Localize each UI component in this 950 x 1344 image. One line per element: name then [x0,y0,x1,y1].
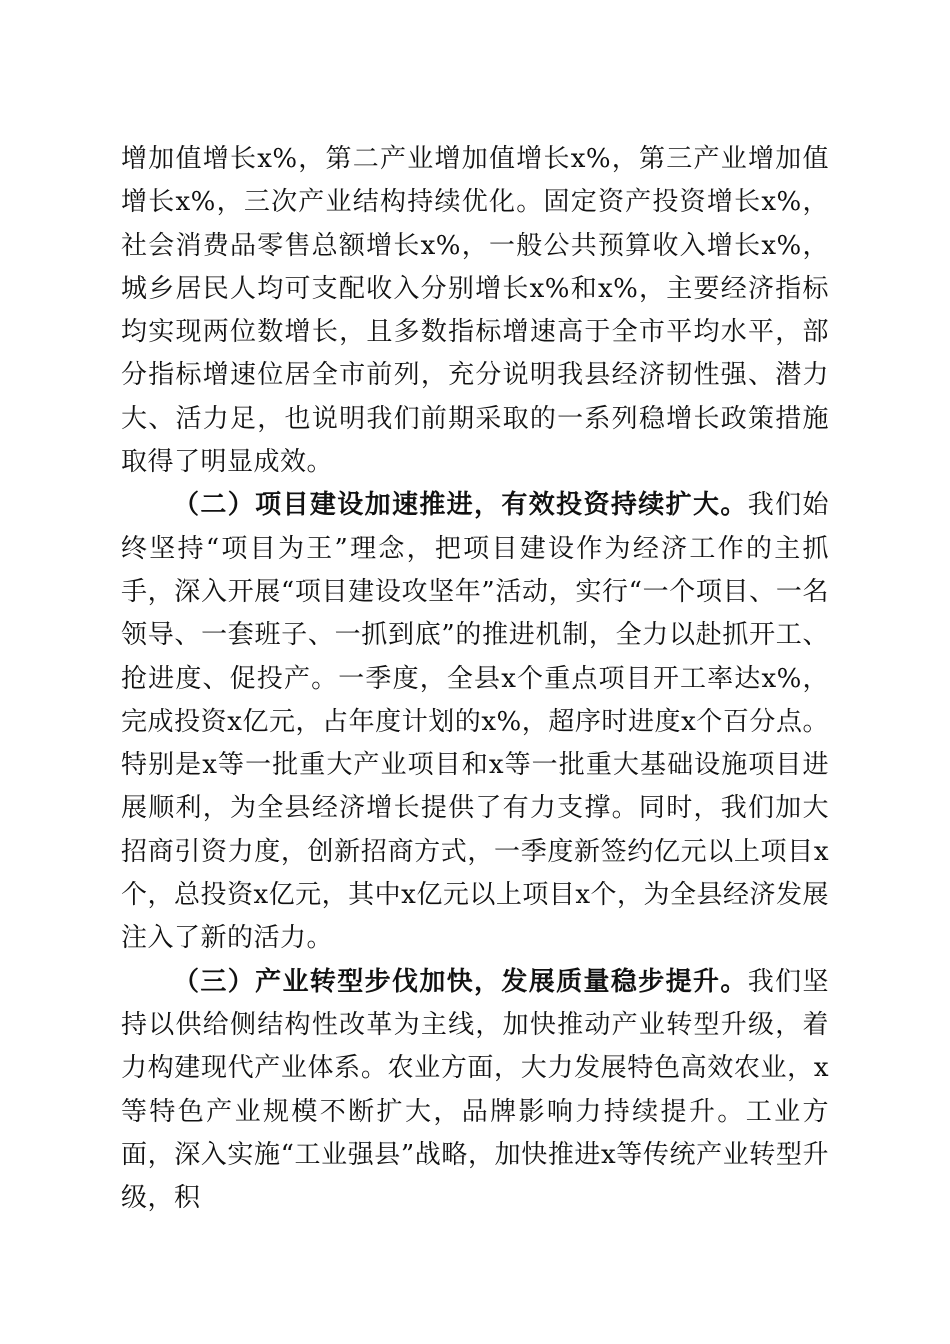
paragraph-body: 我们始终坚持“项目为王”理念，把项目建设作为经济工作的主抓手，深入开展“项目建设攻坚年”活动，实行“一个项目、一名领导、一套班子、一抓到底”的推进机制，全力以赴抓开工、抢进度、促投产。一季度，全县x个重点项目开工率达x%，完成投资x亿元，占年度计划的x%，超序时进度x个百分点。特别是x等一批重大产业项目和x等一批重大基础设施项目进展顺利，为全县经济增长提供了有力支撑。同时，我们加大招商引资力度，创新招商方式，一季度新签约亿元以上项目x个，总投资x亿元，其中x亿元以上项目x个，为全县经济发展注入了新的活力。 [121,490,829,954]
paragraph-body: 增加值增长x%，第二产业增加值增长x%，第三产业增加值增长x%，三次产业结构持续优化。固定资产投资增长x%，社会消费品零售总额增长x%，一般公共预算收入增长x%，城乡居民人均可支配收入分别增长x%和x%，主要经济指标均实现两位数增长，且多数指标增速高于全市平均水平，部分指标增速位居全市前列，充分说明我县经济韧性强、潜力大、活力足，也说明我们前期采取的一系列稳增长政策措施取得了明显成效。 [121,144,829,478]
section-heading: （二）项目建设加速推进，有效投资持续扩大。 [173,490,748,521]
paragraph-project-construction [121,484,829,960]
document-page [121,138,829,1220]
paragraph-industrial-transformation [121,961,829,1221]
paragraph-economic-indicators [121,138,829,484]
section-heading: （三）产业转型步伐加快，发展质量稳步提升。 [173,966,748,997]
paragraph-body: 我们坚持以供给侧结构性改革为主线，加快推动产业转型升级，着力构建现代产业体系。农业方面，大力发展特色高效农业，x等特色产业规模不断扩大，品牌影响力持续提升。工业方面，深入实施“工业强县”战略，加快推进x等传统产业转型升级，积 [121,966,829,1214]
